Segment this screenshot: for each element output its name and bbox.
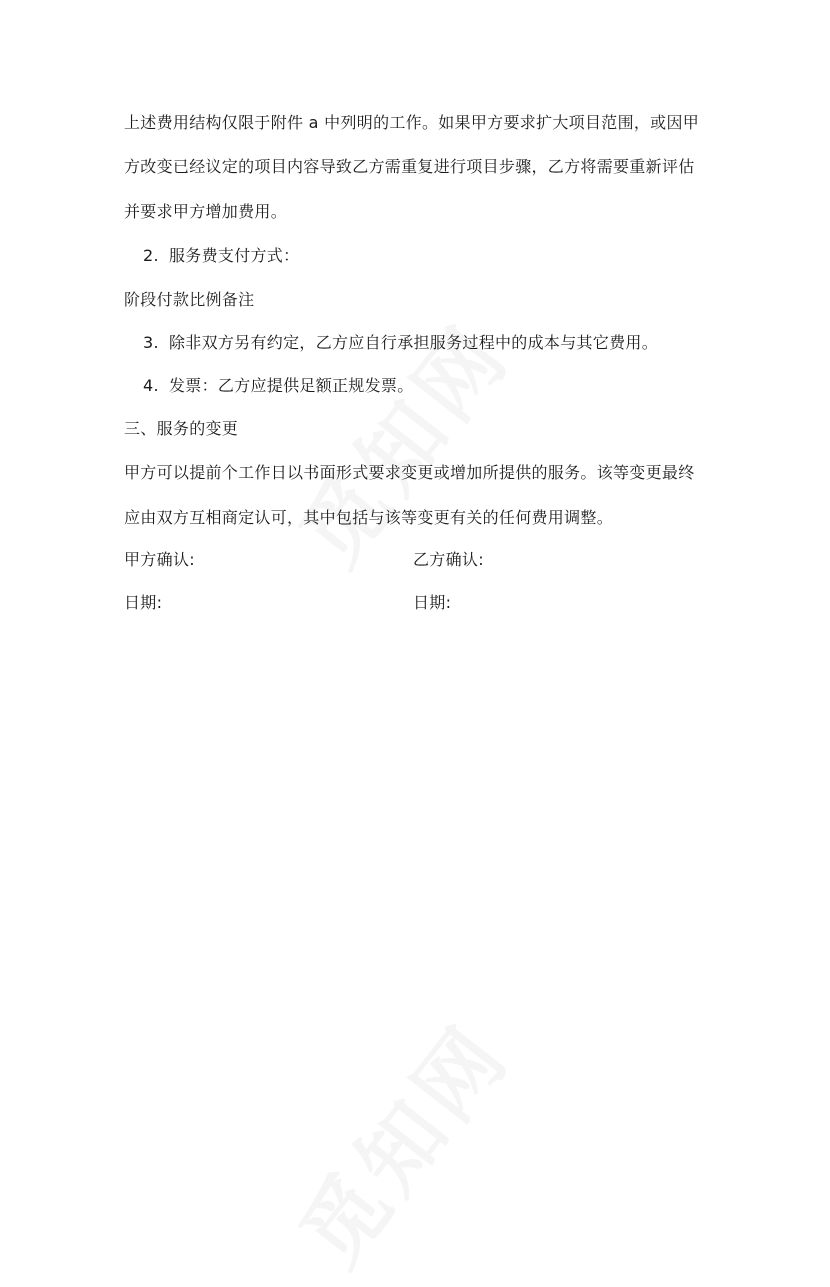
list-number: 2.: [143, 246, 159, 265]
paragraph-line: 方改变已经议定的项目内容导致乙方需重复进行项目步骤，乙方将需要重新评估: [124, 157, 695, 176]
party-b-confirm-label: 乙方确认:: [413, 550, 484, 569]
list-text: 发票：乙方应提供足额正规发票。: [169, 376, 414, 395]
watermark: [267, 995, 532, 1287]
list-item-4: [143, 376, 414, 396]
list-text: 除非双方另有约定，乙方应自行承担服务过程中的成本与其它费用。: [169, 333, 659, 352]
party-a-date-label: 日期:: [124, 593, 163, 612]
list-item-3: [143, 333, 658, 353]
paragraph-line: 上述费用结构仅限于附件 a 中列明的工作。如果甲方要求扩大项目范围，或因甲: [124, 113, 700, 132]
payment-table-header: 阶段付款比例备注: [124, 290, 255, 309]
list-text: 服务费支付方式：: [169, 246, 300, 265]
section-heading: 三、服务的变更: [124, 419, 239, 438]
party-b-date-label: 日期:: [413, 593, 452, 612]
list-number: 4.: [143, 376, 159, 395]
party-a-confirm-label: 甲方确认:: [124, 550, 195, 569]
paragraph-line: 并要求甲方增加费用。: [124, 202, 288, 221]
list-number: 3.: [143, 333, 159, 352]
paragraph-line: 甲方可以提前个工作日以书面形式要求变更或增加所提供的服务。该等变更最终: [124, 463, 695, 482]
list-item-2: [143, 246, 299, 266]
paragraph-line: 应由双方互相商定认可，其中包括与该等变更有关的任何费用调整。: [124, 508, 614, 527]
